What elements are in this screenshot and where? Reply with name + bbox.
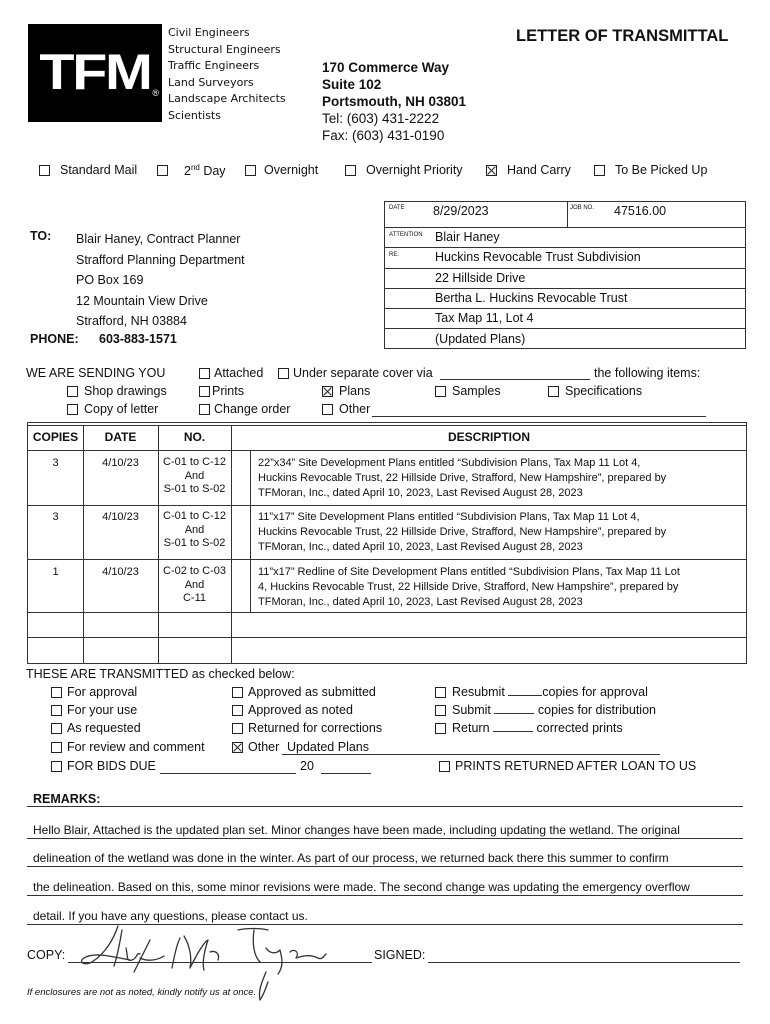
table-cell-copies: 3 bbox=[52, 511, 59, 523]
samples-checkbox[interactable] bbox=[435, 386, 446, 397]
table-cell-copies: 3 bbox=[52, 457, 59, 469]
attached-checkbox[interactable] bbox=[199, 368, 210, 379]
table-cell-no: C-02 to C-03 And C-11 bbox=[163, 565, 226, 604]
picked-up-label: To Be Picked Up bbox=[615, 163, 708, 177]
table-cell-date: 4/10/23 bbox=[102, 511, 139, 523]
remarks-label: REMARKS: bbox=[33, 792, 101, 806]
for-bids-label: FOR BIDS DUE bbox=[67, 759, 156, 773]
following-items-label: the following items: bbox=[594, 366, 701, 380]
for-review-checkbox[interactable] bbox=[51, 742, 62, 753]
header-copies: COPIES bbox=[32, 430, 79, 444]
address-line3: Portsmouth, NH 03801 bbox=[322, 94, 467, 109]
overnight-checkbox[interactable] bbox=[245, 165, 256, 176]
table-cell-date: 4/10/23 bbox=[102, 457, 139, 469]
service-item: Structural Engineers bbox=[168, 42, 281, 56]
address-line1: 170 Commerce Way bbox=[322, 60, 450, 75]
page-title: LETTER OF TRANSMITTAL bbox=[516, 27, 729, 45]
copy-label: COPY: bbox=[27, 948, 66, 962]
resubmit-checkbox[interactable] bbox=[435, 687, 446, 698]
as-requested-checkbox[interactable] bbox=[51, 723, 62, 734]
service-item: Scientists bbox=[168, 108, 221, 122]
hand-carry-checkbox[interactable] bbox=[486, 165, 497, 176]
specifications-checkbox[interactable] bbox=[548, 386, 559, 397]
table-cell-description: 22”x34” Site Development Plans entitled “Subdivision Plans, Tax Map 11 Lot 4, Huckins Revocable Trust, 22 Hillside Drive, Strafford, New Hampshire”, prepared by TFMoran, Inc., dated April 10, 2023, Last Revised August 28, 2023 bbox=[258, 457, 667, 499]
enclosures-note: If enclosures are not as noted, kindly notify us at once. bbox=[27, 987, 257, 998]
sending-label: WE ARE SENDING YOU bbox=[26, 366, 166, 380]
separate-cover-label: Under separate cover via bbox=[293, 366, 433, 380]
remarks-line: detail. If you have any questions, please contact us. bbox=[33, 909, 308, 923]
re-line[interactable]: 22 Hillside Drive bbox=[435, 271, 526, 285]
service-item: Landscape Architects bbox=[168, 92, 286, 105]
other-label: Other bbox=[339, 402, 371, 416]
table-cell-copies: 1 bbox=[52, 566, 59, 578]
for-bids-checkbox[interactable] bbox=[51, 761, 62, 772]
job-label: JOB NO. bbox=[570, 205, 595, 211]
date-label: DATE bbox=[389, 205, 405, 211]
phone-label: PHONE: bbox=[30, 332, 79, 346]
as-requested-label: As requested bbox=[67, 721, 141, 735]
bids-year-label: 20 bbox=[300, 759, 314, 773]
company-logo bbox=[28, 24, 162, 122]
header-no: NO. bbox=[183, 430, 206, 444]
return-label: Return corrected prints bbox=[452, 721, 623, 735]
to-address bbox=[76, 229, 245, 332]
remarks-line: the delineation. Based on this, some minor revisions were made. The second change was updating the emergency overflow bbox=[33, 880, 690, 894]
logo-text: TFM bbox=[39, 44, 151, 100]
prints-label: Prints bbox=[212, 384, 244, 398]
plans-checkbox[interactable] bbox=[322, 386, 333, 397]
specifications-label: Specifications bbox=[565, 384, 643, 398]
other-field[interactable] bbox=[372, 416, 706, 417]
to-line: 12 Mountain View Drive bbox=[76, 293, 208, 308]
address-line2: Suite 102 bbox=[322, 77, 382, 92]
remarks-line: Hello Blair, Attached is the updated plan set. Minor changes have been made, including updating the wetland. The original bbox=[33, 823, 680, 837]
overnight-priority-label: Overnight Priority bbox=[366, 163, 463, 177]
services-list bbox=[168, 25, 286, 124]
hand-carry-label: Hand Carry bbox=[507, 163, 571, 177]
job-value[interactable]: 47516.00 bbox=[614, 204, 667, 218]
for-your-use-label: For your use bbox=[67, 703, 138, 717]
re-line[interactable]: Huckins Revocable Trust Subdivision bbox=[435, 250, 641, 264]
attached-label: Attached bbox=[214, 366, 264, 380]
to-line: PO Box 169 bbox=[76, 273, 144, 287]
other-transmitted-checkbox[interactable] bbox=[232, 742, 243, 753]
approved-noted-checkbox[interactable] bbox=[232, 705, 243, 716]
copy-of-letter-label: Copy of letter bbox=[84, 402, 159, 416]
other-transmitted-value[interactable]: Updated Plans bbox=[287, 740, 370, 754]
to-line: Strafford, NH 03884 bbox=[76, 314, 187, 328]
re-line[interactable]: Tax Map 11, Lot 4 bbox=[435, 311, 534, 325]
submit-checkbox[interactable] bbox=[435, 705, 446, 716]
table-cell-description: 11”x17” Site Development Plans entitled “Subdivision Plans, Tax Map 11 Lot 4, Huckins Revocable Trust, 22 Hillside Drive, Strafford, New Hampshire”, prepared by TFMoran, Inc., dated April 10, 2023, Last Revised August 28, 2023 bbox=[258, 511, 667, 553]
for-approval-checkbox[interactable] bbox=[51, 687, 62, 698]
address-fax: Fax: (603) 431-0190 bbox=[322, 128, 445, 143]
company-address bbox=[322, 59, 466, 144]
address-tel: Tel: (603) 431-2222 bbox=[322, 111, 440, 126]
plans-label: Plans bbox=[339, 384, 371, 398]
remarks-line: delineation of the wetland was done in the winter. As part of our process, we returned back there this summer to confirm bbox=[33, 851, 669, 865]
prints-returned-label: PRINTS RETURNED AFTER LOAN TO US bbox=[455, 759, 697, 773]
bids-date-field[interactable] bbox=[160, 773, 296, 774]
attention-value[interactable]: Blair Haney bbox=[435, 230, 500, 244]
approved-noted-label: Approved as noted bbox=[248, 703, 353, 717]
table-cell-no: C-01 to C-12 And S-01 to S-02 bbox=[163, 510, 226, 549]
service-item: Civil Engineers bbox=[168, 26, 250, 39]
phone-value: 603-883-1571 bbox=[99, 332, 177, 346]
other-checkbox[interactable] bbox=[322, 404, 333, 415]
change-order-checkbox[interactable] bbox=[199, 404, 210, 415]
prints-returned-checkbox[interactable] bbox=[439, 761, 450, 772]
for-your-use-checkbox[interactable] bbox=[51, 705, 62, 716]
re-line[interactable]: Bertha L. Huckins Revocable Trust bbox=[435, 291, 628, 305]
returned-corrections-label: Returned for corrections bbox=[248, 721, 383, 735]
transmitted-label: THESE ARE TRANSMITTED as checked below: bbox=[26, 667, 295, 681]
second-day-label: 2nd Day bbox=[184, 163, 226, 179]
standard-mail-checkbox[interactable] bbox=[39, 165, 50, 176]
registered-mark: ® bbox=[152, 88, 159, 98]
standard-mail-label: Standard Mail bbox=[60, 163, 138, 177]
for-review-label: For review and comment bbox=[67, 740, 205, 754]
signed-label: SIGNED: bbox=[374, 948, 426, 962]
second-day-checkbox[interactable] bbox=[157, 165, 168, 176]
re-line[interactable]: (Updated Plans) bbox=[435, 332, 526, 346]
via-field[interactable] bbox=[440, 379, 590, 380]
bids-year-field[interactable] bbox=[321, 773, 371, 774]
date-value[interactable]: 8/29/2023 bbox=[433, 204, 489, 218]
other-transmitted-label: Other bbox=[248, 740, 280, 754]
signature-field[interactable] bbox=[428, 962, 740, 963]
separate-cover-checkbox[interactable] bbox=[278, 368, 289, 379]
submit-label: Submit copies for distribution bbox=[452, 703, 656, 717]
service-item: Traffic Engineers bbox=[168, 59, 260, 72]
table-cell-no: C-01 to C-12 And S-01 to S-02 bbox=[163, 456, 226, 495]
samples-label: Samples bbox=[452, 384, 501, 398]
overnight-label: Overnight bbox=[264, 163, 319, 177]
for-approval-label: For approval bbox=[67, 685, 138, 699]
approved-submitted-label: Approved as submitted bbox=[248, 685, 376, 699]
header-description: DESCRIPTION bbox=[447, 430, 530, 444]
change-order-label: Change order bbox=[214, 402, 291, 416]
picked-up-checkbox[interactable] bbox=[594, 165, 605, 176]
overnight-priority-checkbox[interactable] bbox=[345, 165, 356, 176]
returned-corrections-checkbox[interactable] bbox=[232, 723, 243, 734]
to-line: Blair Haney, Contract Planner bbox=[76, 232, 241, 246]
header-date: DATE bbox=[104, 430, 137, 444]
resubmit-label: Resubmit copies for approval bbox=[452, 685, 648, 699]
table-cell-date: 4/10/23 bbox=[102, 566, 139, 578]
service-item: Land Surveyors bbox=[168, 75, 254, 89]
to-label: TO: bbox=[30, 229, 52, 243]
prints-checkbox[interactable] bbox=[199, 386, 210, 397]
shop-drawings-label: Shop drawings bbox=[84, 384, 167, 398]
approved-submitted-checkbox[interactable] bbox=[232, 687, 243, 698]
to-line: Strafford Planning Department bbox=[76, 252, 245, 267]
re-label: RE: bbox=[389, 252, 400, 258]
return-checkbox[interactable] bbox=[435, 723, 446, 734]
attention-label: ATTENTION bbox=[389, 232, 423, 238]
table-cell-description: 11”x17” Redline of Site Development Plans entitled “Subdivision Plans, Tax Map 11 Lot 4, Huckins Revocable Trust, 22 Hillside Drive, Strafford, New Hampshire”, prepared by TFMoran, Inc., dated April 10, 2023, Last Revised August 28, 2023 bbox=[258, 566, 680, 608]
shop-drawings-checkbox[interactable] bbox=[67, 386, 78, 397]
copy-of-letter-checkbox[interactable] bbox=[67, 404, 78, 415]
